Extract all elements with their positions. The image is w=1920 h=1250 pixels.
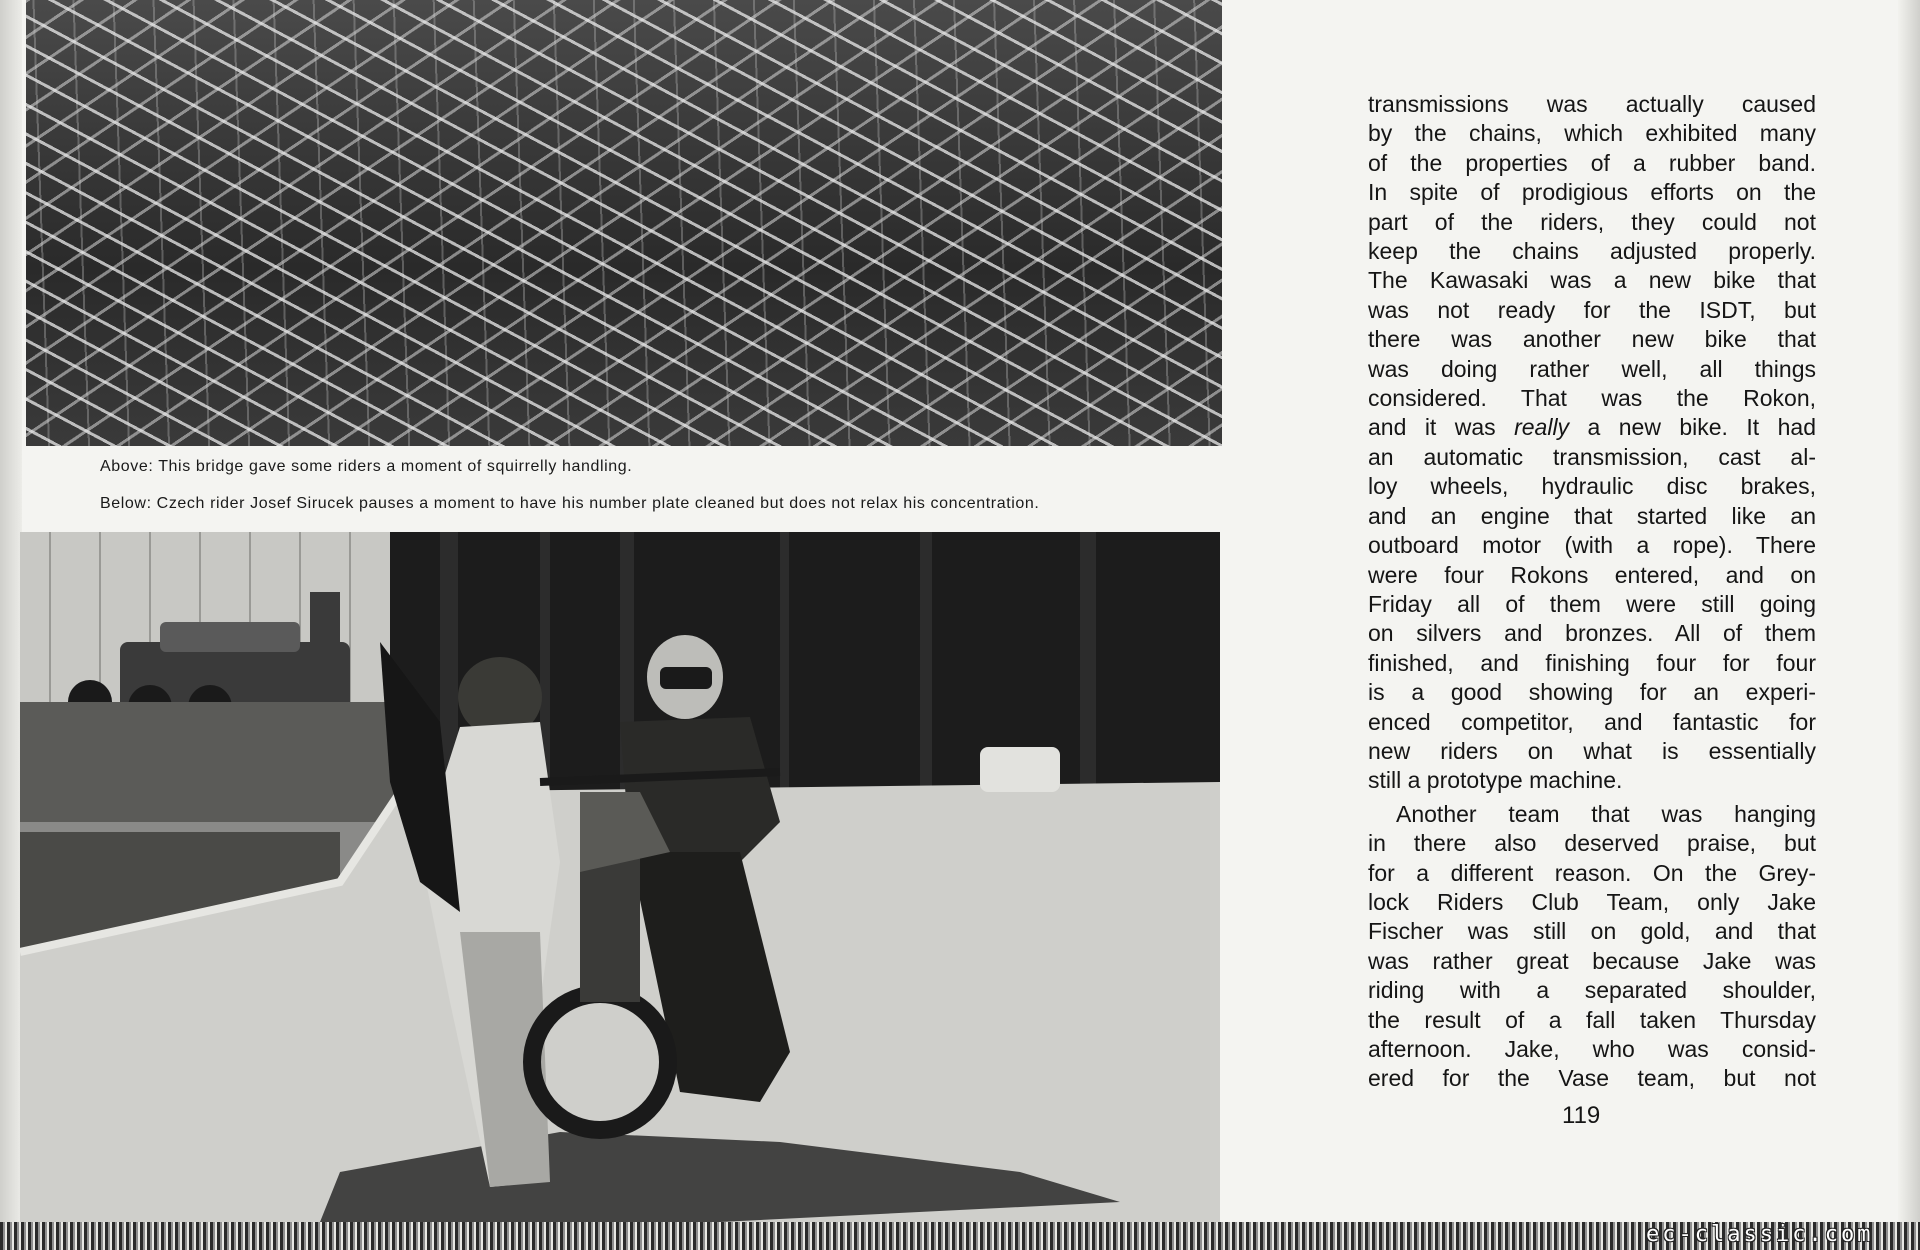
body-line: Friday all of them were still going (1368, 590, 1816, 617)
body-line: In spite of prodigious efforts on the (1368, 179, 1816, 206)
emphasis-italic: really (1514, 414, 1570, 441)
body-line: finished, and finishing four for four (1368, 649, 1816, 676)
caption-below-label: Below: (100, 495, 152, 512)
body-line: by the chains, which exhibited many (1368, 120, 1816, 147)
body-line: The Kawasaki was a new bike that (1368, 267, 1816, 294)
bridge-grating-photo (26, 0, 1222, 446)
body-text-column (1368, 90, 1816, 1094)
body-line: Fischer was still on gold, and that (1368, 918, 1816, 945)
body-line: part of the riders, they could not (1368, 208, 1816, 235)
body-line: on silvers and bronzes. All of them (1368, 620, 1816, 647)
body-line: enced competitor, and fantastic for (1368, 708, 1816, 735)
body-line: keep the chains adjusted properly. (1368, 238, 1816, 265)
body-line: an automatic transmission, cast al- (1368, 443, 1816, 470)
body-line: the result of a fall taken Thursday (1368, 1006, 1816, 1033)
body-line: was not ready for the ISDT, but (1368, 296, 1816, 323)
caption-above (100, 458, 632, 476)
body-line: riding with a separated shoulder, (1368, 977, 1816, 1004)
emphasis-before: and it was (1368, 414, 1515, 441)
body-line-emphasis (1368, 413, 1816, 442)
body-line: for a different reason. On the Grey- (1368, 859, 1816, 886)
caption-above-text: This bridge gave some riders a moment of squirrelly handling. (158, 458, 633, 475)
body-line: Another team that was hanging (1396, 800, 1816, 827)
body-line: afternoon. Jake, who was consid- (1368, 1036, 1816, 1062)
page-number: 119 (1562, 1102, 1601, 1129)
body-line: ered for the Vase team, but not (1368, 1065, 1816, 1092)
body-line: is a good showing for an experi- (1368, 679, 1816, 706)
body-line: loy wheels, hydraulic disc brakes, (1368, 473, 1816, 500)
caption-below (100, 495, 1039, 513)
body-line: new riders on what is essentially (1368, 737, 1816, 764)
page-right-edge (1898, 0, 1920, 1222)
page-bottom-edge (0, 1222, 1920, 1250)
body-line: there was another new bike that (1368, 326, 1816, 353)
caption-above-label: Above: (100, 458, 154, 475)
body-line: outboard motor (with a rope). There (1368, 532, 1816, 559)
rider-photo (20, 532, 1220, 1222)
watermark-text: ec-classic.com (1646, 1222, 1874, 1247)
body-line: and an engine that started like an (1368, 502, 1816, 529)
body-line: were four Rokons entered, and on (1368, 561, 1816, 588)
body-line: still a prototype machine. (1368, 767, 1623, 794)
body-line: lock Riders Club Team, only Jake (1368, 888, 1816, 915)
body-line: of the properties of a rubber band. (1368, 149, 1816, 176)
body-line: was rather great because Jake was (1368, 947, 1816, 974)
body-line: transmissions was actually caused (1368, 91, 1816, 117)
caption-below-text: Czech rider Josef Sirucek pauses a moment to have his number plate cleaned but does not relax his concentration. (156, 495, 1040, 512)
body-line: considered. That was the Rokon, (1368, 385, 1816, 412)
page-left-edge (0, 0, 22, 1250)
emphasis-after: a new bike. It had (1569, 414, 1816, 441)
body-line: was doing rather well, all things (1368, 355, 1816, 382)
body-line: in there also deserved praise, but (1368, 830, 1816, 857)
